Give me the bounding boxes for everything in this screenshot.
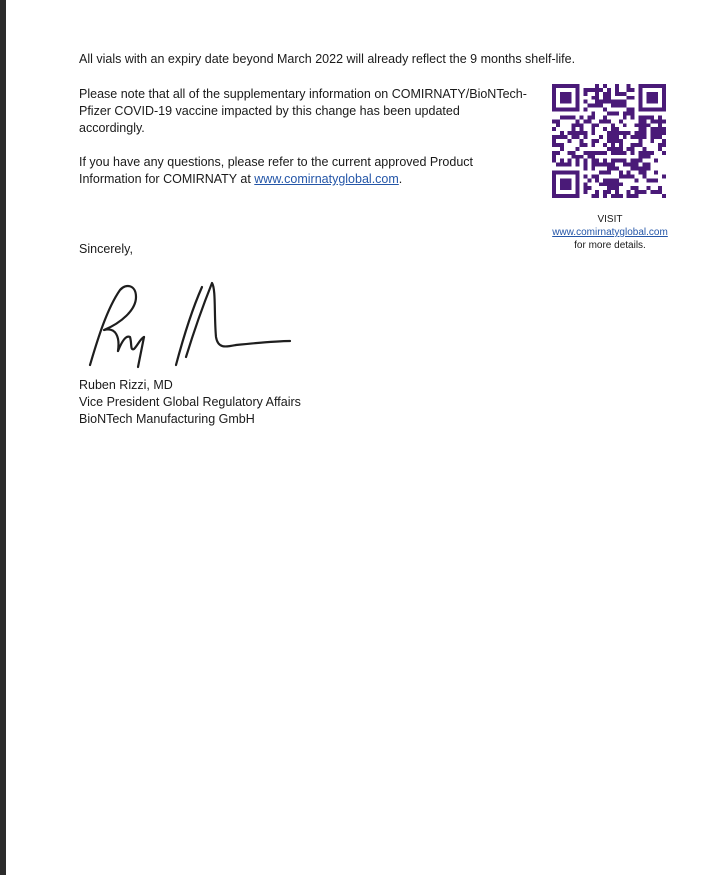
signer-block [79,377,301,428]
page-left-edge [0,0,6,875]
signature [76,275,296,375]
questions-paragraph [79,154,519,188]
qr-code[interactable] [552,84,666,198]
visit-link[interactable]: www.comirnatyglobal.com [552,227,668,238]
signer-name: Ruben Rizzi, MD [79,378,173,392]
questions-text: If you have any questions, please refer to the current approved Product Information for COMIRNATY at [79,155,473,186]
supplementary-paragraph: Please note that all of the supplementary information on COMIRNATY/BioNTech-Pfizer COVID-19 vaccine impacted by this change has been updated accordingly. [79,87,527,135]
visit-suffix: for more details. [574,240,646,251]
signer-company: BioNTech Manufacturing GmbH [79,412,255,426]
product-info-link[interactable]: www.comirnatyglobal.com [254,172,399,186]
questions-suffix: . [398,172,403,186]
expiry-paragraph: All vials with an expiry date beyond March 2022 will already reflect the 9 months shelf-life. [79,52,576,66]
salutation: Sincerely, [79,242,133,256]
signer-title: Vice President Global Regulatory Affairs [79,395,301,409]
visit-label: VISIT [597,214,623,225]
visit-block [538,213,682,252]
